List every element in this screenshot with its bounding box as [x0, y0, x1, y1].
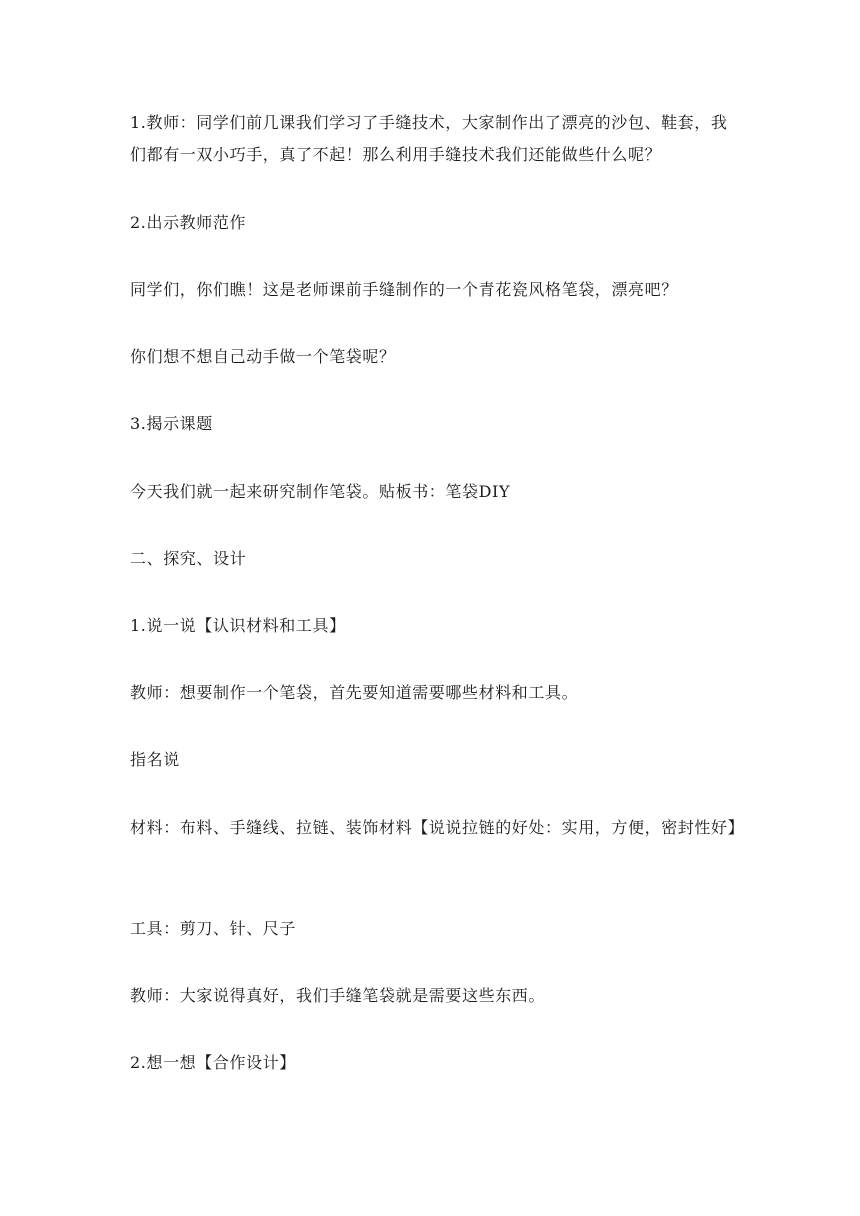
paragraph-materials-list: 材料：布料、手缝线、拉链、装饰材料【说说拉链的好处：实用，方便，密封性好】 — [130, 818, 745, 837]
paragraph-materials-tools-heading: 1.说一说【认识材料和工具】 — [130, 616, 346, 635]
paragraph-teacher-summary: 教师：大家说得真好，我们手缝笔袋就是需要这些东西。 — [130, 986, 546, 1005]
paragraph-question: 你们想不想自己动手做一个笔袋呢？ — [130, 347, 396, 366]
paragraph-show-sample: 2.出示教师范作 — [130, 213, 247, 232]
paragraph-sample-description: 同学们，你们瞧！这是老师课前手缝制作的一个青花瓷风格笔袋，漂亮吧？ — [130, 280, 678, 299]
section-heading-explore-design: 二、探究、设计 — [130, 549, 247, 568]
paragraph-tools-list: 工具：剪刀、针、尺子 — [130, 919, 297, 938]
paragraph-teacher-materials: 教师：想要制作一个笔袋，首先要知道需要哪些材料和工具。 — [130, 683, 579, 702]
paragraph-topic-statement: 今天我们就一起来研究制作笔袋。贴板书：笔袋DIY — [130, 482, 511, 501]
paragraph-name-call: 指名说 — [130, 750, 180, 769]
paragraph-reveal-topic: 3.揭示课题 — [130, 414, 213, 433]
paragraph-cooperative-design: 2.想一想【合作设计】 — [130, 1053, 296, 1072]
paragraph-teacher-intro: 1.教师：同学们前几课我们学习了手缝技术，大家制作出了漂亮的沙包、鞋套，我们都有一双小巧手，真了不起！那么利用手缝技术我们还能做些什么呢？ — [130, 113, 728, 164]
